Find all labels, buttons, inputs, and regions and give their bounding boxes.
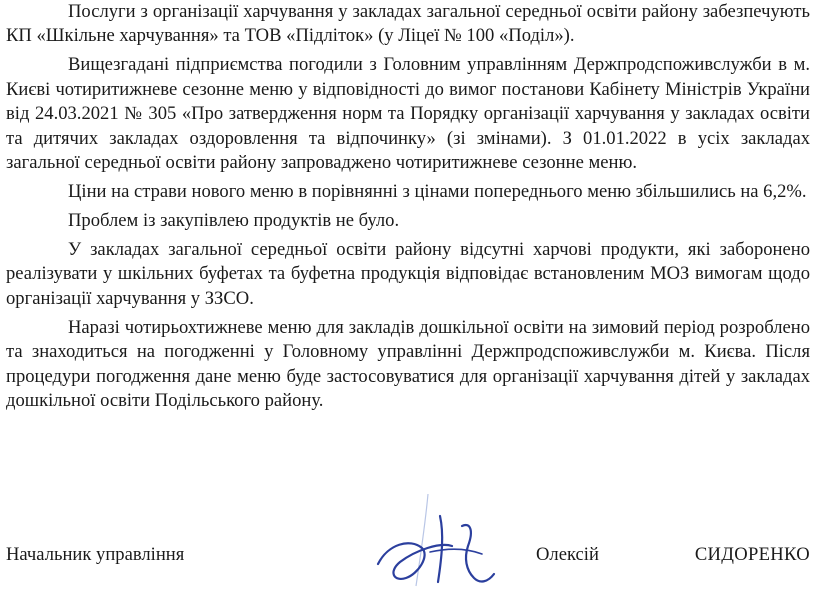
paragraph-seasonal-menu: Вищезгадані підприємства погодили з Головним управлінням Держпродспоживслужби в м. Києві чотиритижневе сезонне меню у відповідності до вимог постанови Кабінету Міністрів України від 24.03.2021 № 305 «Про затвердження норм та Порядку організації харчування у закладах освіти та дитячих закладах оздоровлення та відпочинку» (зі змінами). З 01.01.2022 в усіх закладах загальної середньої освіти району запроваджено чотиритижневе сезонне меню. [6,54,810,174]
signatory-first-name: Олексій [536,544,599,565]
signatory-last-name: СИДОРЕНКО [694,544,810,565]
paragraph-prices: Ціни на страви нового меню в порівнянні з цінами попереднього меню збільшились на 6,2%. [68,181,807,203]
paragraph-preschool-menu: Наразі чотирьохтижневе меню для закладів дошкільної освіти на зимовий період розроблено та знаходиться на погодженні у Головному управлінні Держпродспоживслужби м. Києва. Після процедури погодження дане меню буде застосовуватися для організації харчування дітей у закладах дошкільної освіти Подільського району. [6,316,810,412]
paragraph-catering-providers: Послуги з організації харчування у закладах загальної середньої освіти району забезпечують КП «Шкільне харчування» та ТОВ «Підліток» (у Ліцеї № 100 «Поділ»). [6,1,810,47]
signature-block [6,538,810,578]
paragraph-procurement: Проблем із закупівлею продуктів не було. [68,210,400,232]
document-body [6,0,810,413]
paragraph-buffet-products: У закладах загальної середньої освіти району відсутні харчові продукти, які заборонено реалізувати у шкільних буфетах та буфетна продукція відповідає встановленим МОЗ вимогам щодо організації харчування у ЗЗСО. [6,239,810,309]
signatory-position: Начальник управління [6,544,185,565]
